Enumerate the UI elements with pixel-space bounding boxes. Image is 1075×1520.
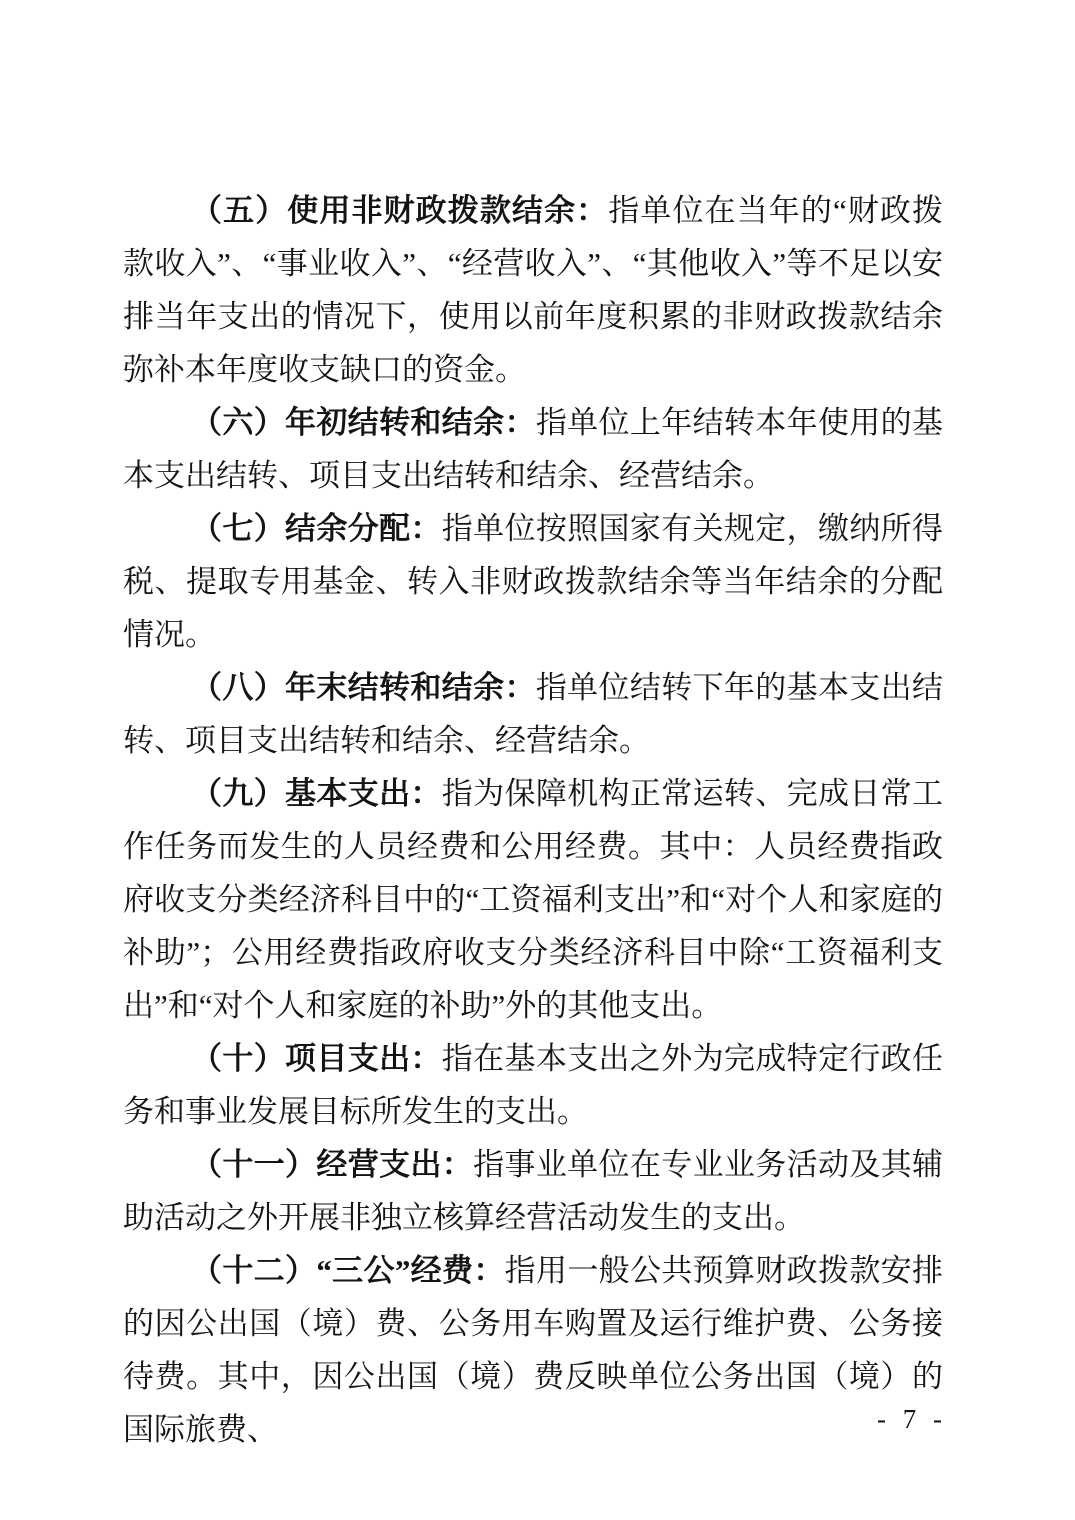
- definition-paragraph-9: [123, 767, 943, 1032]
- definition-term-11: （十一）经营支出：: [191, 1147, 474, 1182]
- definition-term-8: （八）年末结转和结余：: [191, 670, 536, 705]
- definition-paragraph-10: [123, 1032, 943, 1138]
- definition-text-10: 指在基本支出之外为完成特定行政任务和事业发展目标所发生的支出。: [123, 1041, 944, 1129]
- definition-text-9: 指为保障机构正常运转、完成日常工作任务而发生的人员经费和公用经费。其中：人员经费指政府收支分类经济科目中的“工资福利支出”和“对个人和家庭的补助”；公用经费指政府收支分类经济科目中除“工资福利支出”和“对个人和家庭的补助”外的其他支出。: [123, 776, 944, 1023]
- definition-term-9: （九）基本支出：: [191, 776, 442, 811]
- definition-text-6: 指单位上年结转本年使用的基本支出结转、项目支出结转和结余、经营结余。: [123, 405, 944, 493]
- document-body: [123, 184, 943, 1456]
- definition-paragraph-6: [123, 396, 943, 502]
- definition-paragraph-7: [123, 502, 943, 661]
- definition-term-12: （十二）“三公”经费：: [191, 1253, 505, 1288]
- definition-paragraph-11: [123, 1138, 943, 1244]
- definition-paragraph-8: [123, 661, 943, 767]
- definition-term-6: （六）年初结转和结余：: [191, 405, 536, 440]
- definition-text-8: 指单位结转下年的基本支出结转、项目支出结转和结余、经营结余。: [123, 670, 944, 758]
- definition-paragraph-12: [123, 1244, 943, 1456]
- definition-text-12: 指用一般公共预算财政拨款安排的因公出国（境）费、公务用车购置及运行维护费、公务接待费。其中，因公出国（境）费反映单位公务出国（境）的国际旅费、: [123, 1253, 944, 1447]
- definition-term-7: （七）结余分配：: [191, 511, 442, 546]
- definition-text-5: 指单位在当年的“财政拨款收入”、“事业收入”、“经营收入”、“其他收入”等不足以安排当年支出的情况下，使用以前年度积累的非财政拨款结余弥补本年度收支缺口的资金。: [123, 193, 943, 387]
- definition-term-10: （十）项目支出：: [191, 1041, 442, 1076]
- definition-text-11: 指事业单位在专业业务活动及其辅助活动之外开展非独立核算经营活动发生的支出。: [123, 1147, 944, 1235]
- definition-paragraph-5: [123, 184, 943, 396]
- page-number: - 7 -: [877, 1404, 947, 1434]
- definition-term-5: （五）使用非财政拨款结余：: [191, 193, 609, 228]
- definition-text-7: 指单位按照国家有关规定，缴纳所得税、提取专用基金、转入非财政拨款结余等当年结余的分配情况。: [123, 511, 944, 652]
